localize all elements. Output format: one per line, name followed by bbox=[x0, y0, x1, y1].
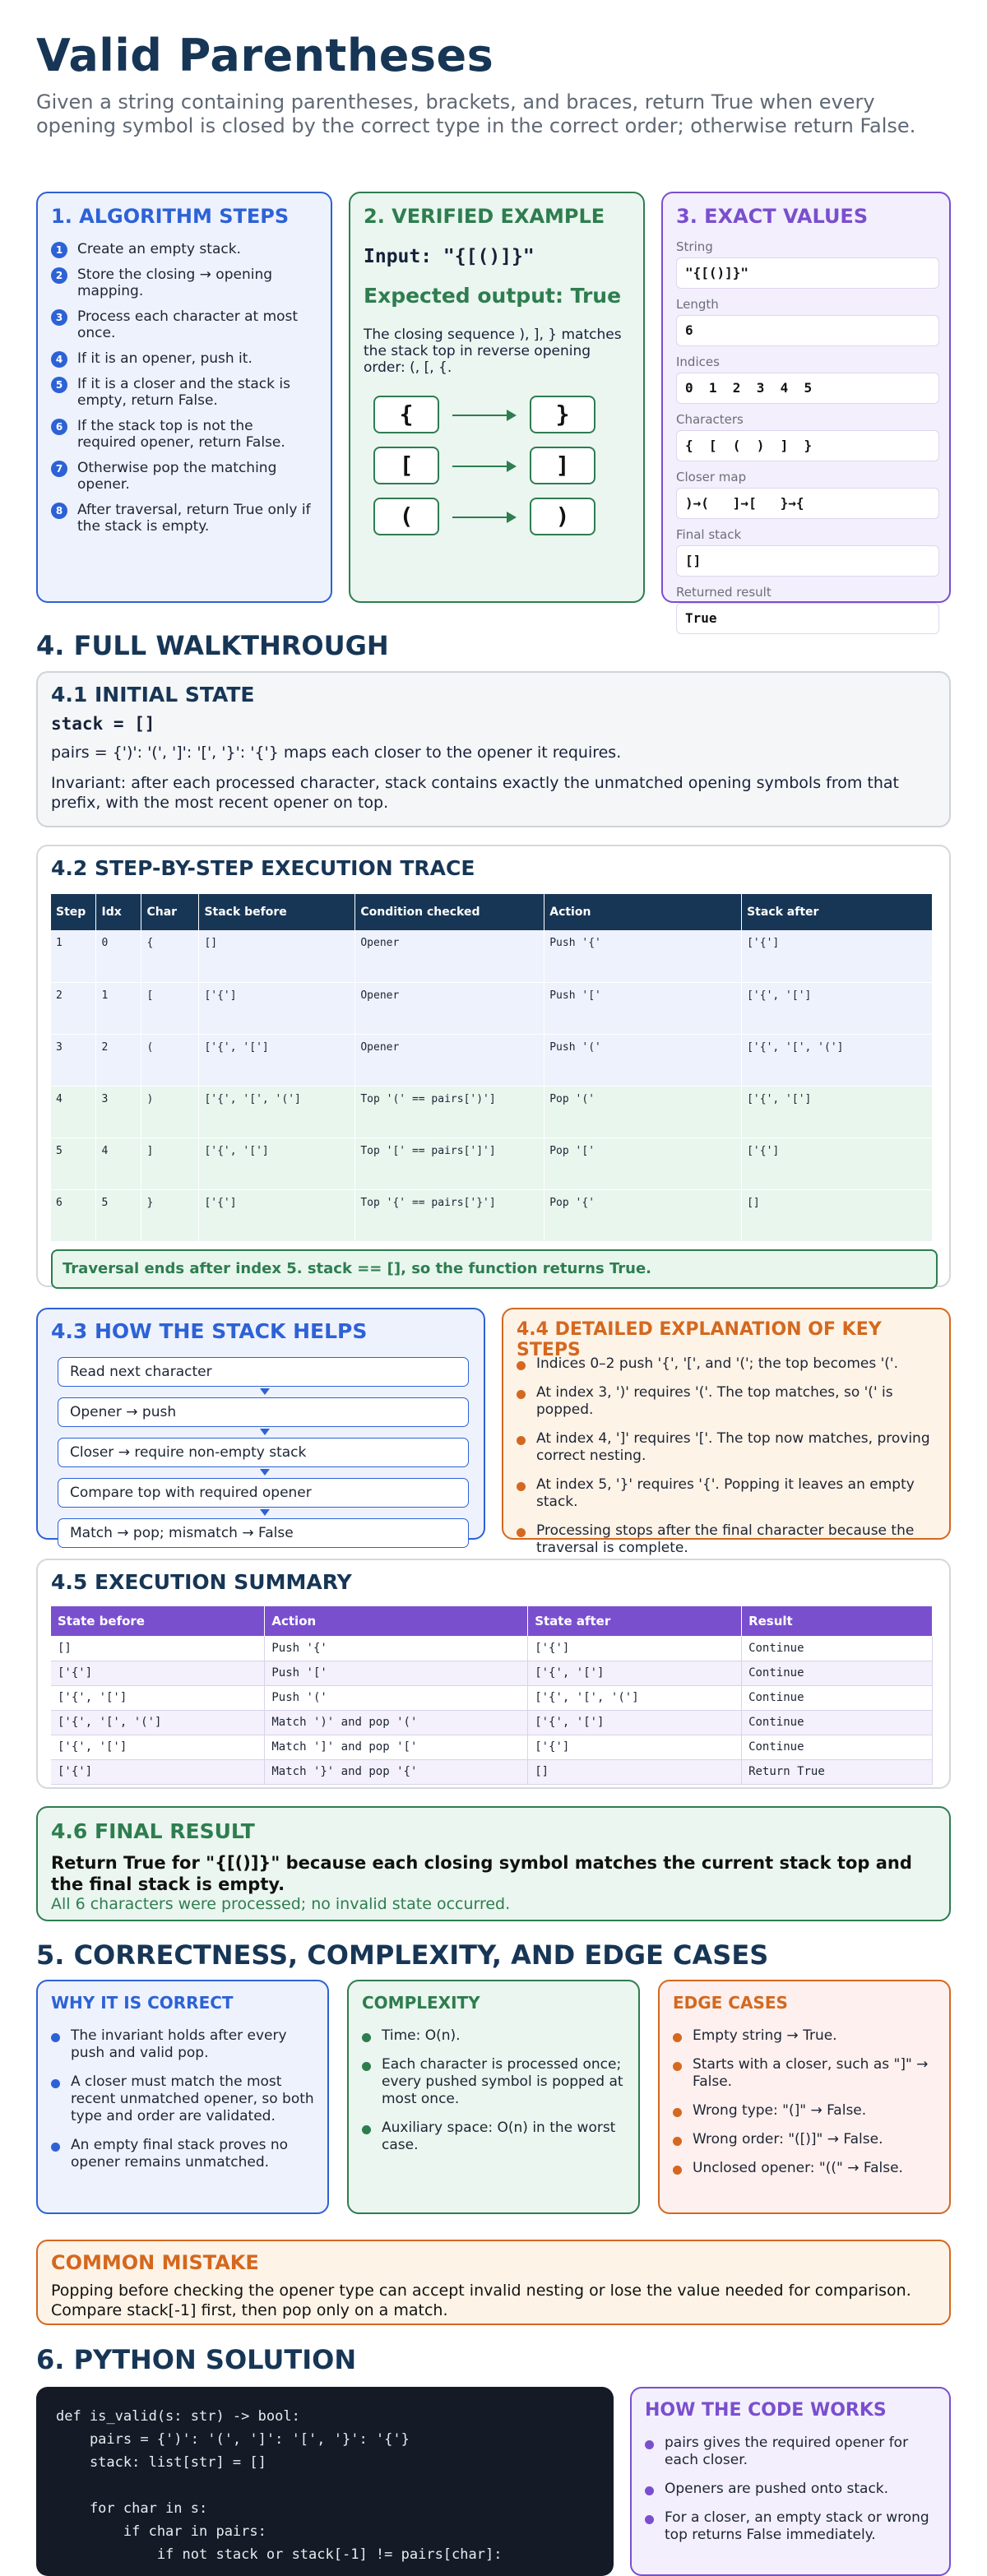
list-item: Openers are pushed onto stack. bbox=[645, 2481, 938, 2498]
value-label-returned-result: Returned result bbox=[676, 585, 772, 600]
algorithm-step: 1 Create an empty stack. bbox=[51, 241, 314, 257]
solution-heading: 6. PYTHON SOLUTION bbox=[36, 2344, 357, 2375]
value-label-indices: Indices bbox=[676, 354, 720, 369]
trace-cell: 6 bbox=[51, 1189, 96, 1241]
list-item: Indices 0–2 push '{', '[', and '('; the top becomes '('. bbox=[517, 1355, 941, 1373]
trace-header: Step bbox=[51, 894, 96, 930]
summary-header: State before bbox=[51, 1606, 265, 1636]
flow-arrow bbox=[260, 1388, 270, 1395]
flow-arrow bbox=[260, 1429, 270, 1435]
example-output: Expected output: True bbox=[364, 284, 622, 308]
edge-cases-list bbox=[673, 2027, 936, 2189]
summary-header: Action bbox=[265, 1606, 528, 1636]
list-item: At index 4, ']' requires '['. The top now matches, proving correct nesting. bbox=[517, 1430, 941, 1465]
trace-cell: ['{', '['] bbox=[742, 982, 933, 1034]
how-code-works-card bbox=[630, 2387, 951, 2576]
key-steps-list bbox=[517, 1355, 941, 1568]
trace-conclusion bbox=[51, 1249, 938, 1289]
pair-close-brace: } bbox=[530, 396, 595, 433]
final-result-card bbox=[36, 1806, 951, 1921]
example-description: The closing sequence ), ], } matches the stack top in reverse opening order: (, [, {. bbox=[364, 327, 622, 376]
trace-header: Char bbox=[141, 894, 199, 930]
edge-cases-title: EDGE CASES bbox=[673, 1993, 788, 2013]
trace-cell: ['{', '['] bbox=[742, 1086, 933, 1137]
trace-cell: 4 bbox=[96, 1137, 141, 1189]
trace-cell: ['{', '[', '('] bbox=[742, 1034, 933, 1086]
flow-step: Compare top with required opener bbox=[58, 1478, 469, 1508]
summary-cell: Match ')' and pop '(' bbox=[265, 1710, 528, 1735]
code-block: def is_valid(s: str) -> bool: pairs = {')': '(', ']': '[', '}': '{'} stack: list[str] = [] for char in s: if char in pairs: if not stack or stack[-1] != pairs[char]: bbox=[36, 2387, 614, 2576]
final-result-statement: Return True for "{[()]}" because each closing symbol matches the current stack top and the final stack is empty. bbox=[51, 1853, 912, 1894]
execution-summary-card bbox=[36, 1559, 951, 1789]
algorithm-step: 3 Process each character at most once. bbox=[51, 308, 314, 341]
edge-cases-card bbox=[658, 1980, 951, 2214]
pair-open-paren: ( bbox=[373, 498, 439, 535]
summary-cell: Continue bbox=[742, 1710, 933, 1735]
execution-trace-title: 4.2 STEP-BY-STEP EXECUTION TRACE bbox=[51, 856, 475, 880]
trace-cell: Pop '(' bbox=[544, 1086, 742, 1137]
summary-cell: ['{', '['] bbox=[528, 1661, 742, 1685]
trace-cell: ] bbox=[141, 1137, 199, 1189]
trace-cell: } bbox=[141, 1189, 199, 1241]
list-item: An empty final stack proves no opener remains unmatched. bbox=[51, 2137, 314, 2171]
trace-conclusion-text: Traversal ends after index 5. stack == [], so the function returns True. bbox=[63, 1260, 652, 1277]
trace-cell: 3 bbox=[96, 1086, 141, 1137]
final-result-title: 4.6 FINAL RESULT bbox=[51, 1819, 255, 1843]
trace-cell: [] bbox=[199, 930, 355, 982]
execution-summary-table bbox=[51, 1606, 933, 1785]
execution-summary-title: 4.5 EXECUTION SUMMARY bbox=[51, 1570, 352, 1594]
page-subtitle: Given a string containing parentheses, brackets, and braces, return True when every opening symbol is closed by the correct type in the correct order; otherwise return False. bbox=[36, 90, 916, 137]
trace-cell: Pop '{' bbox=[544, 1189, 742, 1241]
trace-cell: Pop '[' bbox=[544, 1137, 742, 1189]
algorithm-steps-list bbox=[51, 241, 314, 544]
table-row bbox=[51, 1661, 933, 1685]
summary-cell: Match ']' and pop '[' bbox=[265, 1735, 528, 1759]
why-correct-title: WHY IT IS CORRECT bbox=[51, 1993, 234, 2013]
summary-header: State after bbox=[528, 1606, 742, 1636]
pair-open-bracket: [ bbox=[373, 447, 439, 484]
summary-cell: Continue bbox=[742, 1636, 933, 1661]
table-row bbox=[51, 1759, 933, 1784]
trace-cell: Opener bbox=[355, 982, 544, 1034]
summary-cell: Push '{' bbox=[265, 1636, 528, 1661]
trace-cell: [] bbox=[742, 1189, 933, 1241]
trace-cell: 2 bbox=[96, 1034, 141, 1086]
stack-helps-card bbox=[36, 1308, 485, 1540]
flow-step: Opener → push bbox=[58, 1397, 469, 1427]
initial-invariant: Invariant: after each processed character, stack contains exactly the unmatched opening symbols from that prefix, with the most recent opener on top. bbox=[51, 774, 899, 812]
list-item: The invariant holds after every push and valid pop. bbox=[51, 2027, 314, 2062]
value-label-closer-map: Closer map bbox=[676, 470, 747, 484]
summary-cell: Continue bbox=[742, 1661, 933, 1685]
table-row bbox=[51, 1735, 933, 1759]
trace-cell: [ bbox=[141, 982, 199, 1034]
trace-cell: ['{', '[', '('] bbox=[199, 1086, 355, 1137]
final-result-note: All 6 characters were processed; no invalid state occurred. bbox=[51, 1895, 511, 1913]
list-item: Starts with a closer, such as "]" → False. bbox=[673, 2056, 936, 2091]
value-length: 6 bbox=[676, 315, 939, 346]
summary-cell: Push '(' bbox=[265, 1685, 528, 1710]
flow-arrow bbox=[260, 1469, 270, 1476]
execution-trace-card bbox=[36, 845, 951, 1287]
trace-cell: Opener bbox=[355, 930, 544, 982]
algorithm-steps-title: 1. ALGORITHM STEPS bbox=[51, 205, 290, 228]
algorithm-step: 2 Store the closing → opening mapping. bbox=[51, 266, 314, 299]
flow-arrow bbox=[260, 1509, 270, 1516]
key-steps-card bbox=[502, 1308, 951, 1556]
complexity-list bbox=[362, 2027, 625, 2166]
complexity-title: COMPLEXITY bbox=[362, 1993, 480, 2013]
summary-cell: ['{', '['] bbox=[528, 1710, 742, 1735]
list-item: At index 3, ')' requires '('. The top matches, so '(' is popped. bbox=[517, 1384, 941, 1419]
summary-cell: ['{', '['] bbox=[51, 1685, 265, 1710]
complexity-card bbox=[347, 1980, 640, 2214]
table-row bbox=[51, 1137, 933, 1189]
trace-cell: 1 bbox=[96, 982, 141, 1034]
list-item: For a closer, an empty stack or wrong top returns False immediately. bbox=[645, 2509, 938, 2544]
trace-cell: Top '[' == pairs[']'] bbox=[355, 1137, 544, 1189]
table-row bbox=[51, 1636, 933, 1661]
trace-header: Idx bbox=[96, 894, 141, 930]
list-item: A closer must match the most recent unmatched opener, so both type and order are validated. bbox=[51, 2073, 314, 2125]
list-item: Unclosed opener: "((" → False. bbox=[673, 2160, 936, 2177]
table-row bbox=[51, 1189, 933, 1241]
example-input: Input: "{[()]}" bbox=[364, 246, 535, 267]
table-row bbox=[51, 1034, 933, 1086]
page-title: Valid Parentheses bbox=[36, 30, 494, 81]
key-steps-title: 4.4 DETAILED EXPLANATION OF KEY STEPS bbox=[517, 1319, 882, 1360]
value-returned-result: True bbox=[676, 603, 939, 634]
trace-header: Stack before bbox=[199, 894, 355, 930]
exact-values-title: 3. EXACT VALUES bbox=[676, 205, 869, 228]
walkthrough-heading: 4. FULL WALKTHROUGH bbox=[36, 630, 389, 661]
value-label-final-stack: Final stack bbox=[676, 527, 742, 542]
trace-header: Stack after bbox=[742, 894, 933, 930]
trace-cell: Opener bbox=[355, 1034, 544, 1086]
pair-arrow bbox=[452, 466, 515, 467]
trace-cell: { bbox=[141, 930, 199, 982]
trace-cell: ['{', '['] bbox=[199, 1034, 355, 1086]
value-characters: { [ ( ) ] } bbox=[676, 430, 939, 461]
summary-cell: ['{'] bbox=[528, 1735, 742, 1759]
value-label-characters: Characters bbox=[676, 412, 744, 427]
trace-cell: 3 bbox=[51, 1034, 96, 1086]
algorithm-step: 7 Otherwise pop the matching opener. bbox=[51, 460, 314, 493]
correctness-heading: 5. CORRECTNESS, COMPLEXITY, AND EDGE CASES bbox=[36, 1939, 769, 1971]
flow-step: Match → pop; mismatch → False bbox=[58, 1518, 469, 1548]
verified-example-title: 2. VERIFIED EXAMPLE bbox=[364, 205, 605, 228]
initial-pairs: pairs = {')': '(', ']': '[', '}': '{'} maps each closer to the opener it requires. bbox=[51, 744, 622, 762]
trace-cell: ['{', '['] bbox=[199, 1137, 355, 1189]
summary-cell: ['{', '[', '('] bbox=[51, 1710, 265, 1735]
initial-stack: stack = [] bbox=[51, 714, 155, 734]
trace-cell: ['{'] bbox=[742, 930, 933, 982]
summary-cell: ['{'] bbox=[528, 1636, 742, 1661]
pair-close-bracket: ] bbox=[530, 447, 595, 484]
trace-cell: Top '(' == pairs[')'] bbox=[355, 1086, 544, 1137]
list-item: Empty string → True. bbox=[673, 2027, 936, 2045]
table-row bbox=[51, 982, 933, 1034]
exact-values-card bbox=[661, 192, 951, 626]
value-label-length: Length bbox=[676, 297, 719, 312]
common-mistake-card bbox=[36, 2240, 951, 2325]
trace-cell: ( bbox=[141, 1034, 199, 1086]
value-indices: 0 1 2 3 4 5 bbox=[676, 373, 939, 404]
trace-cell: Push '{' bbox=[544, 930, 742, 982]
pair-open-brace: { bbox=[373, 396, 439, 433]
execution-trace-table bbox=[51, 894, 933, 1242]
algorithm-step: 8 After traversal, return True only if the stack is empty. bbox=[51, 502, 314, 535]
pair-arrow bbox=[452, 415, 515, 416]
trace-cell: ['{'] bbox=[742, 1137, 933, 1189]
trace-cell: 1 bbox=[51, 930, 96, 982]
summary-cell: ['{'] bbox=[51, 1759, 265, 1784]
trace-cell: Push '(' bbox=[544, 1034, 742, 1086]
list-item: Wrong order: "([)]" → False. bbox=[673, 2131, 936, 2148]
initial-state-title: 4.1 INITIAL STATE bbox=[51, 683, 255, 707]
why-correct-card bbox=[36, 1980, 329, 2214]
trace-cell: 2 bbox=[51, 982, 96, 1034]
algorithm-step: 5 If it is a closer and the stack is empty, return False. bbox=[51, 376, 314, 409]
value-closer-map: )→( ]→[ }→{ bbox=[676, 488, 939, 519]
table-row bbox=[51, 930, 933, 982]
trace-cell: 5 bbox=[96, 1189, 141, 1241]
list-item: Wrong type: "(]" → False. bbox=[673, 2102, 936, 2120]
value-label-string: String bbox=[676, 239, 713, 254]
summary-cell: [] bbox=[51, 1636, 265, 1661]
summary-cell: Continue bbox=[742, 1735, 933, 1759]
trace-cell: 5 bbox=[51, 1137, 96, 1189]
trace-cell: Top '{' == pairs['}'] bbox=[355, 1189, 544, 1241]
summary-cell: ['{', '['] bbox=[51, 1735, 265, 1759]
list-item: pairs gives the required opener for each closer. bbox=[645, 2435, 938, 2469]
stack-helps-title: 4.3 HOW THE STACK HELPS bbox=[51, 1319, 368, 1343]
summary-cell: Match '}' and pop '{' bbox=[265, 1759, 528, 1784]
summary-cell: ['{'] bbox=[51, 1661, 265, 1685]
flow-step: Read next character bbox=[58, 1357, 469, 1387]
list-item: Processing stops after the final character because the traversal is complete. bbox=[517, 1522, 941, 1557]
summary-cell: Return True bbox=[742, 1759, 933, 1784]
how-code-works-title: HOW THE CODE WORKS bbox=[645, 2400, 887, 2421]
summary-cell: ['{', '[', '('] bbox=[528, 1685, 742, 1710]
how-code-works-list bbox=[645, 2435, 938, 2555]
trace-cell: ['{'] bbox=[199, 982, 355, 1034]
initial-state-card bbox=[36, 671, 951, 827]
algorithm-step: 4 If it is an opener, push it. bbox=[51, 350, 314, 367]
verified-example-card bbox=[349, 192, 645, 603]
common-mistake-title: COMMON MISTAKE bbox=[51, 2251, 259, 2274]
summary-cell: Push '[' bbox=[265, 1661, 528, 1685]
algorithm-steps-card bbox=[36, 192, 332, 603]
value-string: "{[()]}" bbox=[676, 257, 939, 289]
list-item: At index 5, '}' requires '{'. Popping it leaves an empty stack. bbox=[517, 1476, 941, 1511]
trace-cell: 0 bbox=[96, 930, 141, 982]
trace-cell: ['{'] bbox=[199, 1189, 355, 1241]
why-correct-list bbox=[51, 2027, 314, 2183]
table-row bbox=[51, 1086, 933, 1137]
pair-close-paren: ) bbox=[530, 498, 595, 535]
list-item: Each character is processed once; every pushed symbol is popped at most once. bbox=[362, 2056, 625, 2108]
trace-cell: ) bbox=[141, 1086, 199, 1137]
common-mistake-text: Popping before checking the opener type can accept invalid nesting or lose the value needed for comparison. Compare stack[-1] first, then pop only on a match. bbox=[51, 2282, 911, 2319]
flow-step: Closer → require non-empty stack bbox=[58, 1438, 469, 1467]
table-row bbox=[51, 1710, 933, 1735]
table-row bbox=[51, 1685, 933, 1710]
trace-cell: 4 bbox=[51, 1086, 96, 1137]
summary-cell: Continue bbox=[742, 1685, 933, 1710]
list-item: Time: O(n). bbox=[362, 2027, 625, 2045]
trace-header: Action bbox=[544, 894, 742, 930]
summary-cell: [] bbox=[528, 1759, 742, 1784]
trace-header: Condition checked bbox=[355, 894, 544, 930]
pair-arrow bbox=[452, 517, 515, 518]
algorithm-step: 6 If the stack top is not the required opener, return False. bbox=[51, 418, 314, 451]
list-item: Auxiliary space: O(n) in the worst case. bbox=[362, 2120, 625, 2154]
value-final-stack: [] bbox=[676, 545, 939, 577]
summary-header: Result bbox=[742, 1606, 933, 1636]
trace-cell: Push '[' bbox=[544, 982, 742, 1034]
